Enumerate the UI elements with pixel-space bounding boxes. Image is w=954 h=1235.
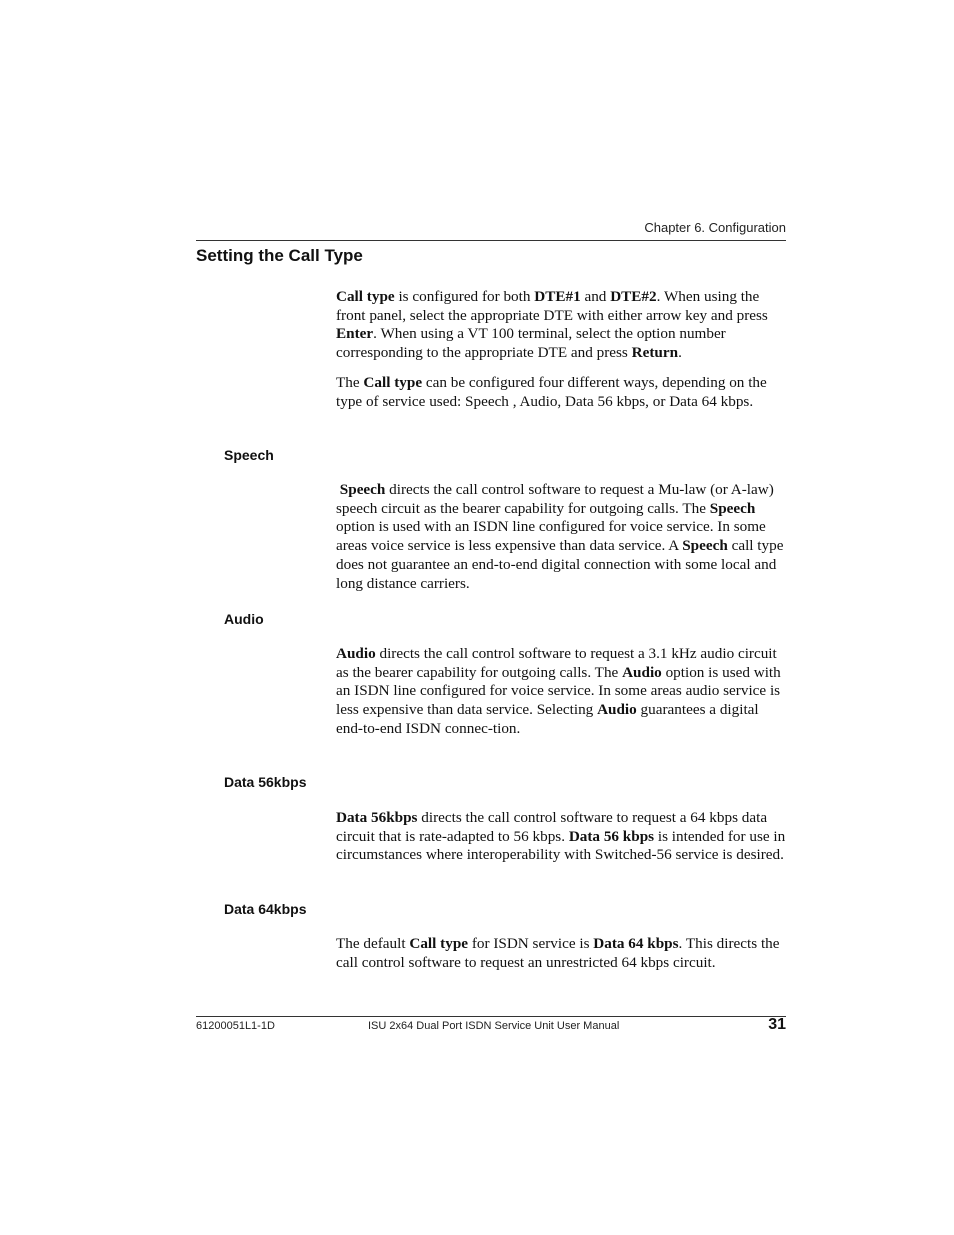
bold-term: Data 56 kbps xyxy=(568,827,655,845)
body-text: option is used with an ISDN line configured for voice service. In some areas voice service is less expensive than data service. A xyxy=(336,518,766,555)
body-text: directs the call control software to request a 64 kbps data circuit that is rate-adapted to 56 kbps. xyxy=(336,809,768,845)
intro-paragraph-1 xyxy=(336,288,786,363)
body-text: . xyxy=(678,344,682,362)
body-text: The xyxy=(336,374,364,391)
audio-paragraph xyxy=(336,645,786,739)
running-header: Chapter 6. Configuration xyxy=(644,220,786,235)
speech-paragraph xyxy=(336,481,786,593)
subheading-data-64kbps: Data 64kbps xyxy=(224,901,307,917)
subheading-speech: Speech xyxy=(224,447,274,463)
subheading-audio: Audio xyxy=(224,611,264,627)
body-text: call type does not guarantee an end-to-end digital connection with some local and long distance carriers. xyxy=(336,537,784,592)
body-text: is intended for use in circumstances where interoperability with Switched-56 service is desired. xyxy=(336,827,786,864)
bold-term: Enter xyxy=(336,325,374,343)
footer-doc-number: 61200051L1-1D xyxy=(196,1020,275,1032)
body-text: can be configured four different ways, depending on the type of service used: Speech , Audio, Data 56 kbps, or Data 64 kbps. xyxy=(336,374,767,410)
body-text: option is used with an ISDN line configured for voice service. In some areas audio service is less expensive than data service. Selecting xyxy=(336,663,781,719)
body-text: and xyxy=(580,288,611,305)
body-text: for ISDN service is xyxy=(468,935,594,952)
footer-manual-title: ISU 2x64 Dual Port ISDN Service Unit User Manual xyxy=(368,1020,620,1032)
subheading-data-56kbps: Data 56kbps xyxy=(224,774,307,790)
body-text: . This directs the call control software to request an unrestricted 64 kbps circuit. xyxy=(336,935,780,971)
bold-term: Audio xyxy=(336,645,376,662)
bold-term: Return xyxy=(631,344,679,362)
body-text: . When using the front panel, select the appropriate DTE with either arrow key and press xyxy=(336,288,768,324)
section-title: Setting the Call Type xyxy=(196,246,363,265)
bold-term: DTE#1 xyxy=(534,288,581,305)
header-rule xyxy=(196,240,786,241)
bold-term: Call type xyxy=(363,374,423,391)
bold-term: Audio xyxy=(622,663,662,681)
data56-paragraph xyxy=(336,809,786,865)
footer-rule xyxy=(196,1016,786,1017)
intro-paragraph-2 xyxy=(336,374,786,411)
bold-term: Speech xyxy=(339,481,386,498)
body-text: is configured for both xyxy=(394,288,535,305)
bold-term: DTE#2 xyxy=(610,288,657,305)
bold-term: Audio xyxy=(597,701,637,719)
data64-paragraph xyxy=(336,935,786,972)
body-text: . When using a VT 100 terminal, select the option number corresponding to the appropriate DTE and press xyxy=(336,325,726,362)
bold-term: Speech xyxy=(709,499,756,517)
page-number: 31 xyxy=(768,1016,786,1033)
bold-term: Call type xyxy=(336,288,395,305)
body-text: guarantees a digital end-to-end ISDN connec-tion. xyxy=(336,701,759,737)
bold-term: Data 56kbps xyxy=(336,809,418,826)
bold-term: Data 64 kbps xyxy=(593,935,679,952)
body-text: The default xyxy=(336,935,410,952)
bold-term: Speech xyxy=(682,537,728,555)
body-text: directs the call control software to request a 3.1 kHz audio circuit as the bearer capability for outgoing calls. The xyxy=(336,645,777,681)
body-text: directs the call control software to request a Mu-law (or A-law) speech circuit as the bearer capability for outgoing calls. The xyxy=(336,481,774,517)
bold-term: Call type xyxy=(409,935,469,952)
